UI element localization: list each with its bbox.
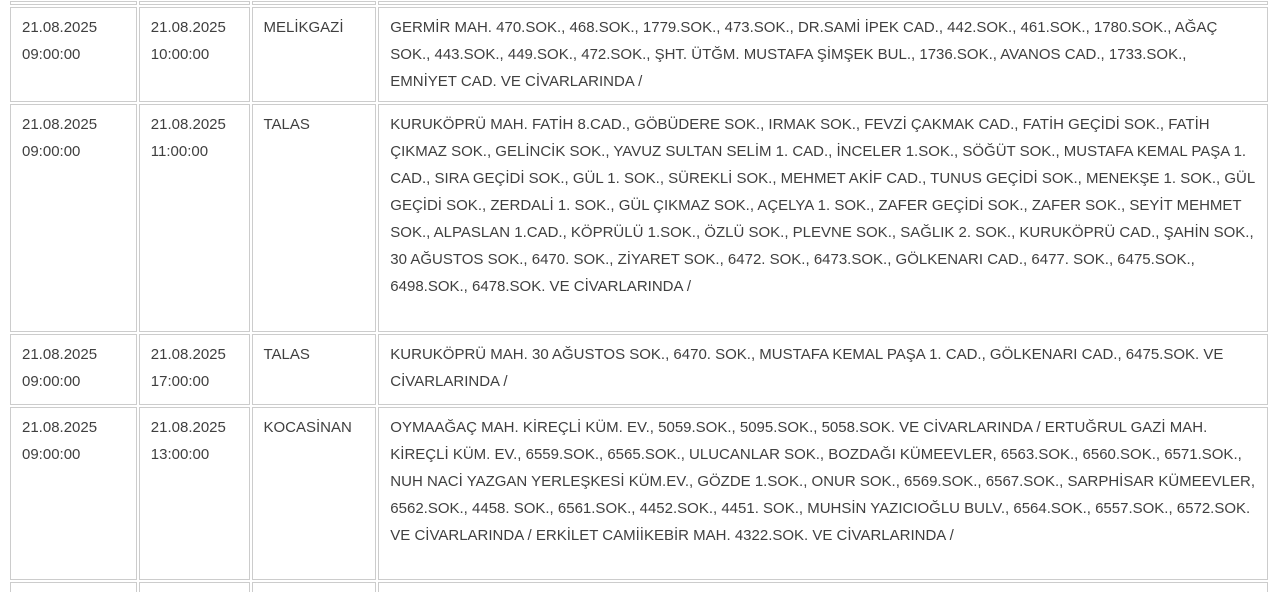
end-datetime-cell	[139, 334, 250, 405]
start-date: 21.08.2025	[22, 116, 98, 133]
start-datetime-cell	[10, 7, 137, 102]
start-date: 21.08.2025	[22, 346, 98, 363]
end-datetime-cell	[139, 104, 250, 332]
areas-cell: GERMİR MAH. 470.SOK., 468.SOK., 1779.SOK., 473.SOK., DR.SAMİ İPEK CAD., 442.SOK., 461.SOK., 1780.SOK., AĞAÇ SOK., 443.SOK., 449.SOK., 472.SOK., ŞHT. ÜTĞM. MUSTAFA ŞİMŞEK BUL., 1736.SOK., AVANOS CAD., 1733.SOK., EMNİYET CAD. VE CİVARLARINDA /	[378, 7, 1268, 102]
empty-cell	[378, 1, 1268, 5]
empty-cell	[252, 1, 377, 5]
empty-cell	[139, 582, 250, 592]
empty-cell	[252, 582, 377, 592]
district-cell: TALAS	[252, 104, 377, 332]
table-row	[10, 334, 1268, 405]
start-time: 09:00:00	[22, 143, 81, 160]
end-time: 17:00:00	[150, 373, 210, 390]
end-date: 21.08.2025	[150, 19, 226, 36]
areas-cell: KURUKÖPRÜ MAH. 30 AĞUSTOS SOK., 6470. SOK., MUSTAFA KEMAL PAŞA 1. CAD., GÖLKENARI CAD., 6475.SOK. VE CİVARLARINDA /	[378, 334, 1268, 405]
end-date: 21.08.2025	[150, 346, 226, 363]
table-row	[10, 104, 1268, 332]
table-row	[10, 7, 1268, 102]
start-datetime-cell	[10, 104, 137, 332]
end-date: 21.08.2025	[150, 116, 226, 133]
start-datetime-cell	[10, 407, 137, 580]
start-date: 21.08.2025	[22, 419, 98, 436]
areas-cell: KURUKÖPRÜ MAH. FATİH 8.CAD., GÖBÜDERE SOK., IRMAK SOK., FEVZİ ÇAKMAK CAD., FATİH GEÇİDİ SOK., FATİH ÇIKMAZ SOK., GELİNCİK SOK., YAVUZ SULTAN SELİM 1. CAD., İNCELER 1.SOK., SÖĞÜT SOK., MUSTAFA KEMAL PAŞA 1. CAD., SIRA GEÇİDİ SOK., GÜL 1. SOK., SÜREKLİ SOK., MEHMET AKİF CAD., TUNUS GEÇİDİ SOK., MENEKŞE 1. SOK., GÜL GEÇİDİ SOK., ZERDALİ 1. SOK., GÜL ÇIKMAZ SOK., AÇELYA 1. SOK., ZAFER GEÇİDİ SOK., ZAFER SOK., SEYİT MEHMET SOK., ALPASLAN 1.CAD., KÖPRÜLÜ 1.SOK., ÖZLÜ SOK., PLEVNE SOK., SAĞLIK 2. SOK., KURUKÖPRÜ CAD., ŞAHİN SOK., 30 AĞUSTOS SOK., 6470. SOK., ZİYARET SOK., 6472. SOK., 6473.SOK., GÖLKENARI CAD., 6477. SOK., 6475.SOK., 6498.SOK., 6478.SOK. VE CİVARLARINDA /	[378, 104, 1268, 332]
table-row-partial-top	[10, 1, 1268, 5]
district-cell: TALAS	[252, 334, 377, 405]
empty-cell	[139, 1, 250, 5]
start-time: 09:00:00	[22, 46, 81, 63]
start-time: 09:00:00	[22, 373, 81, 390]
empty-cell	[10, 582, 137, 592]
empty-cell	[10, 1, 137, 5]
end-time: 13:00:00	[150, 446, 210, 463]
end-time: 10:00:00	[150, 46, 210, 63]
district-cell: MELİKGAZİ	[252, 7, 377, 102]
end-datetime-cell	[139, 407, 250, 580]
district-cell: KOCASİNAN	[252, 407, 377, 580]
table-row-partial-bottom	[10, 582, 1268, 592]
end-date: 21.08.2025	[150, 419, 226, 436]
end-datetime-cell	[139, 7, 250, 102]
start-time: 09:00:00	[22, 446, 81, 463]
start-date: 21.08.2025	[22, 19, 98, 36]
start-datetime-cell	[10, 334, 137, 405]
empty-cell	[378, 582, 1268, 592]
outage-table	[8, 0, 1270, 592]
areas-cell: OYMAAĞAÇ MAH. KİREÇLİ KÜM. EV., 5059.SOK., 5095.SOK., 5058.SOK. VE CİVARLARINDA / ERTUĞRUL GAZİ MAH. KİREÇLİ KÜM. EV., 6559.SOK., 6565.SOK., ULUCANLAR SOK., BOZDAĞI KÜMEEVLER, 6563.SOK., 6560.SOK., 6571.SOK., NUH NACİ YAZGAN YERLEŞKESİ KÜM.EV., GÖZDE 1.SOK., ONUR SOK., 6569.SOK., 6567.SOK., SARPHİSAR KÜMEEVLER, 6562.SOK., 4458. SOK., 6561.SOK., 4452.SOK., 4451. SOK., MUHSİN YAZICIOĞLU BULV., 6564.SOK., 6557.SOK., 6572.SOK. VE CİVARLARINDA / ERKİLET CAMİİKEBİR MAH. 4322.SOK. VE CİVARLARINDA /	[378, 407, 1268, 580]
table-row	[10, 407, 1268, 580]
end-time: 11:00:00	[150, 143, 209, 160]
